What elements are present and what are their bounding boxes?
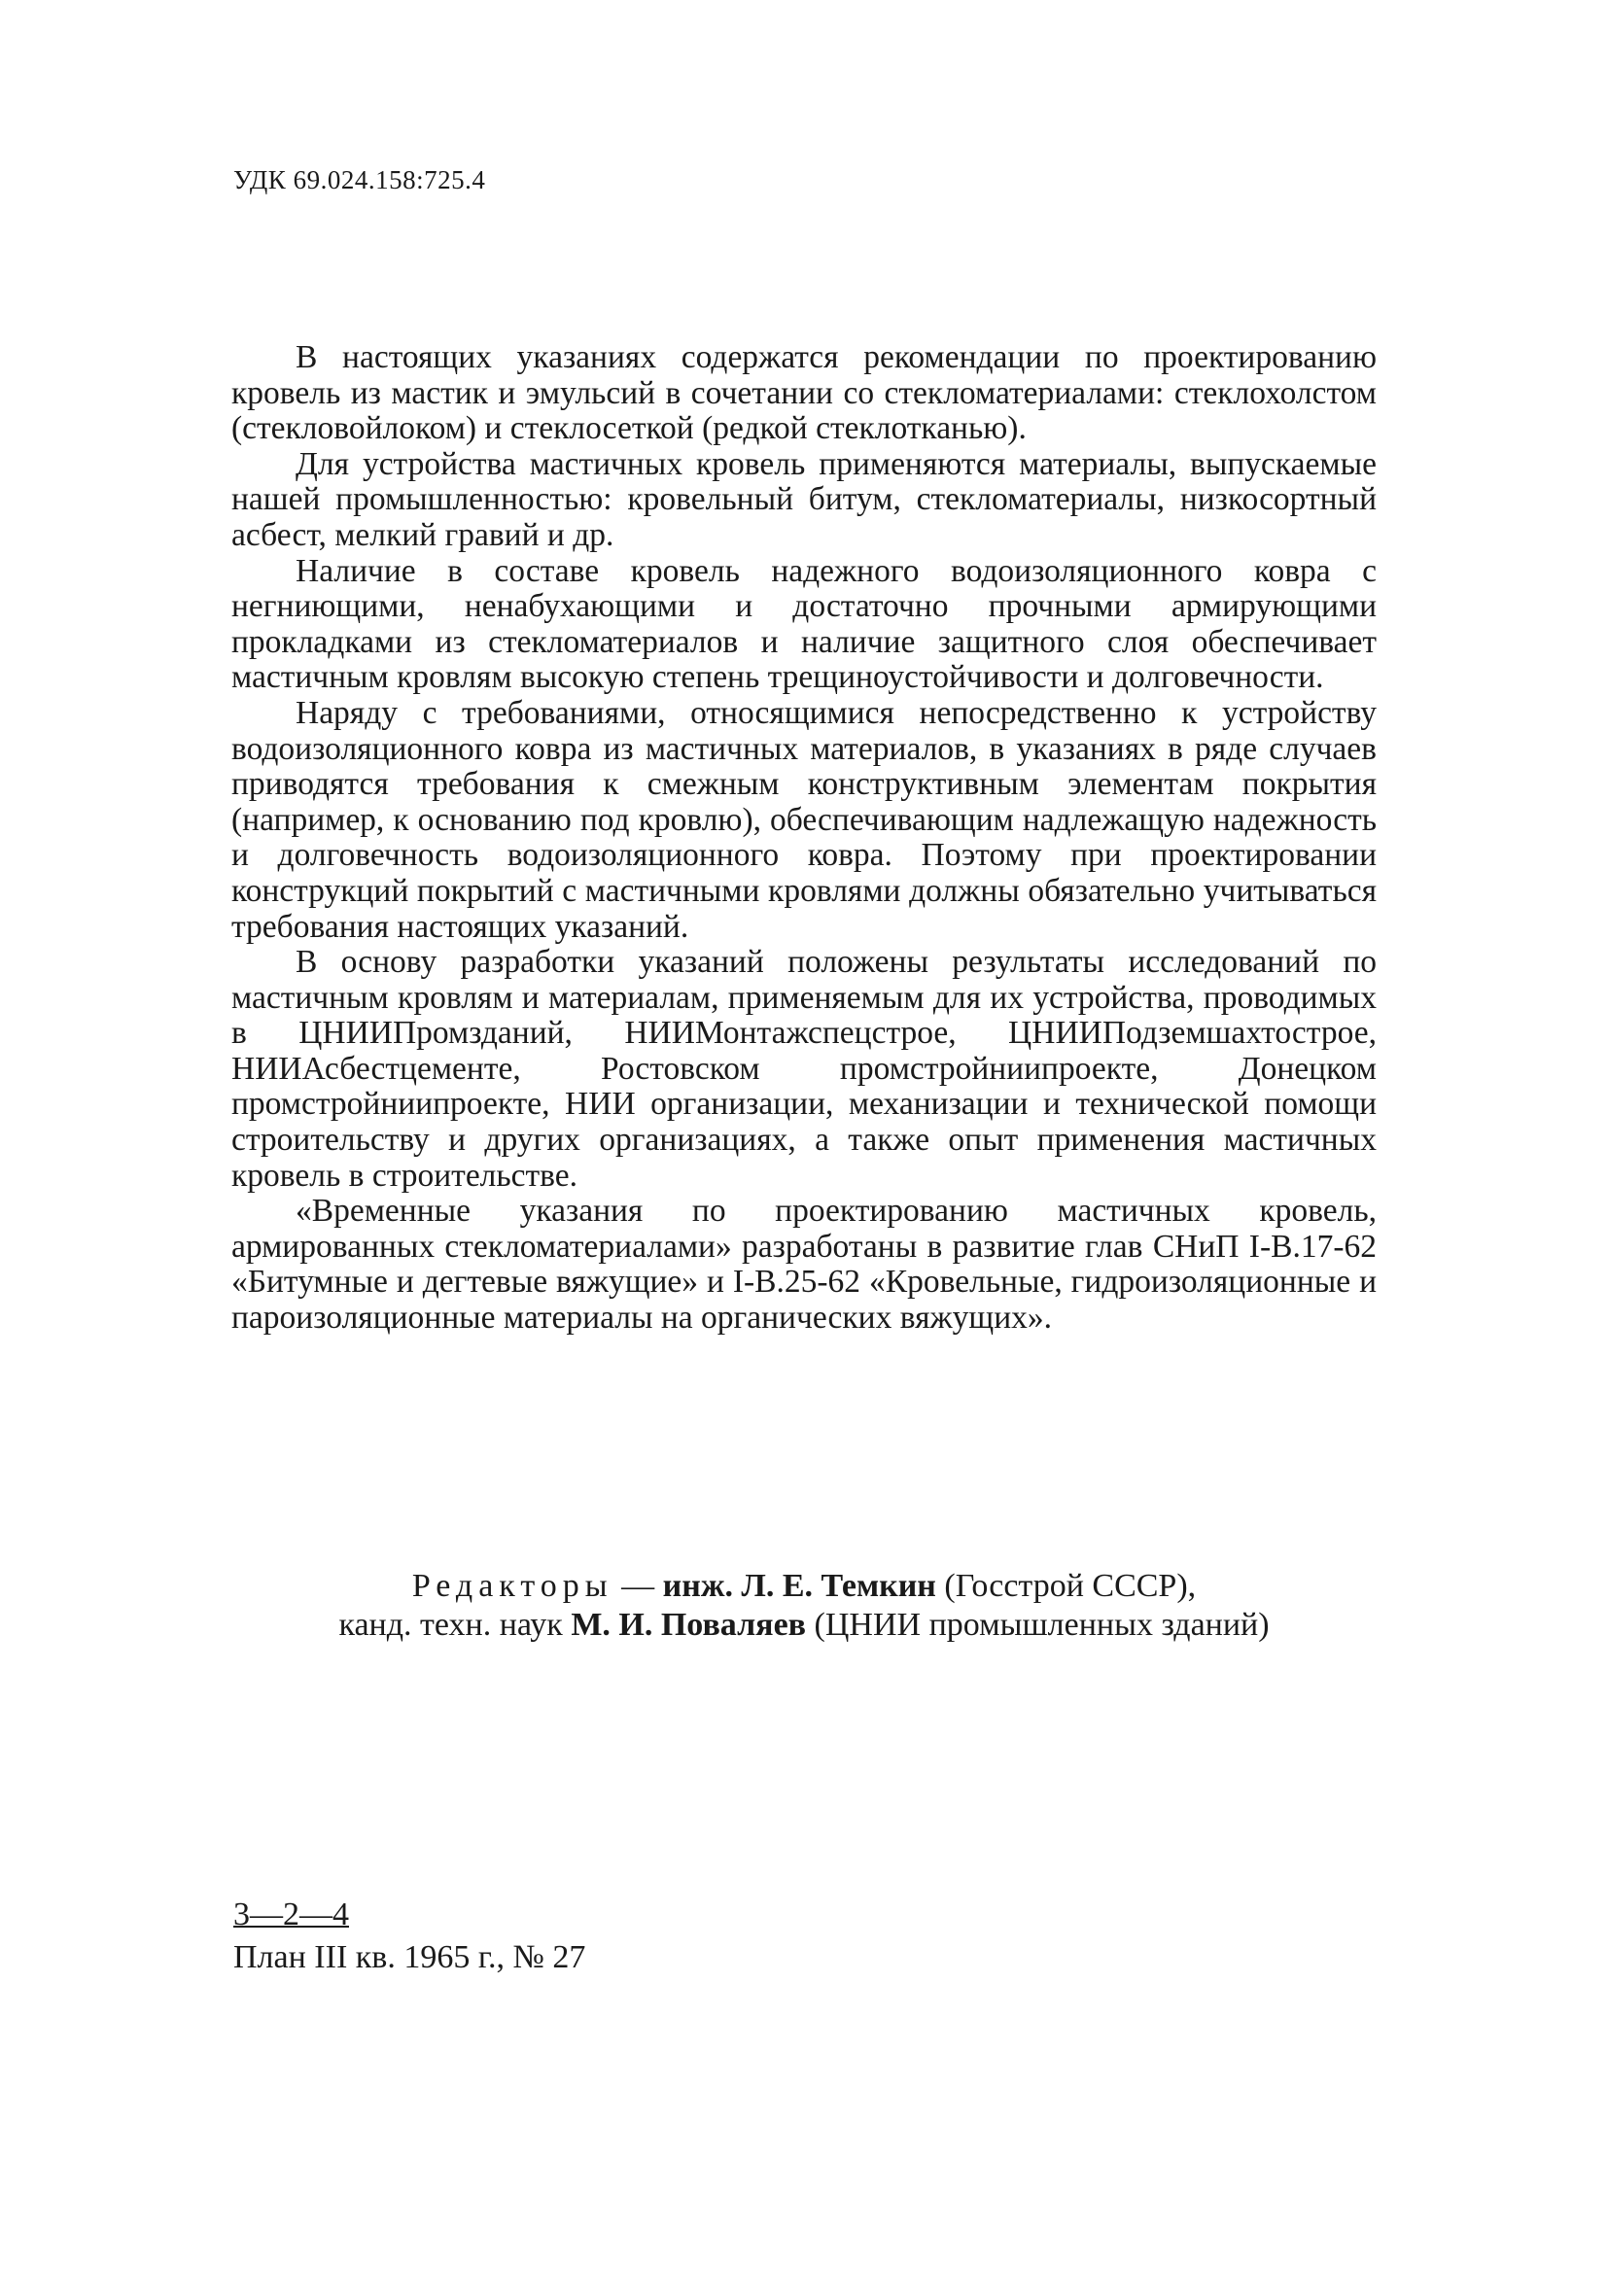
paragraph-6: «Временные указания по проектированию мастичных кровель, армированных стекломатериалами» разработаны в развитие глав СНиП I-В.17-62 «Битумные и дегтевые вяжущие» и I-В.25-62 «Кровельные, гидроизоляционные и пароизоляционные материалы на органических вяжущих». [231, 1193, 1377, 1337]
editor2-org: (ЦНИИ промышленных зданий) [814, 1607, 1270, 1643]
publication-plan: План III кв. 1965 г., № 27 [233, 1939, 586, 1975]
editor2-title: канд. техн. наук [338, 1607, 563, 1643]
editors-credit [231, 1567, 1377, 1645]
editor2-name: М. И. Поваляев [571, 1607, 807, 1643]
paragraph-4: Наряду с требованиями, относящимися непосредственно к устройству водоизоляционного ковра из мастичных материалов, в указаниях в ряде случаев приводятся требования к смежным конструктивным элементам покрытия (например, к основанию под кровлю), обеспечивающим надлежащую надежность и долговечность водоизоляционного ковра. Поэтому при проектировании конструкций покрытий с мастичными кровлями должны обязательно учитываться требования настоящих указаний. [231, 694, 1377, 945]
body-text [231, 340, 1377, 1337]
editor1-name: Л. Е. Темкин [741, 1568, 936, 1604]
publication-index: 3—2—4 [233, 1896, 349, 1932]
paragraph-2: Для устройства мастичных кровель применяются материалы, выпускаемые нашей промышленностью: кровельный битум, стекломатериалы, низкосортный асбест, мелкий гравий и др. [231, 445, 1377, 553]
editors-dash: — [612, 1568, 663, 1604]
udk-code: УДК 69.024.158:725.4 [233, 165, 486, 194]
editor1-title: инж. [662, 1568, 733, 1604]
editors-label: Редакторы [411, 1568, 613, 1604]
editors-line-2 [231, 1606, 1377, 1645]
paragraph-3: Наличие в составе кровель надежного водоизоляционного ковра с негниющими, ненабухающими и достаточно прочными армирующими прокладками из стекломатериалов и наличие защитного слоя обеспечивает мастичным кровлям высокую степень трещиноустойчивости и долговечности. [231, 552, 1377, 696]
editor1-org: (Госстрой СССР), [944, 1568, 1197, 1604]
paragraph-5: В основу разработки указаний положены результаты исследований по мастичным кровлям и материалам, применяемым для их устройства, проводимых в ЦНИИПромзданий, НИИМонтажспецстрое, ЦНИИПодземшахтострое, НИИАсбестцементе, Ростовском промстройниипроекте, Донецком промстройниипроекте, НИИ организации, механизации и технической помощи строительству и других организациях, а также опыт применения мастичных кровель в строительстве. [231, 944, 1377, 1194]
editors-line-1 [231, 1567, 1377, 1606]
publication-code [233, 1896, 585, 1977]
paragraph-1: В настоящих указаниях содержатся рекомендации по проектированию кровель из мастик и эмульсий в сочетании со стекломатериалами: стеклохолстом (стекловойлоком) и стеклосеткой (редкой стеклотканью). [231, 339, 1377, 447]
